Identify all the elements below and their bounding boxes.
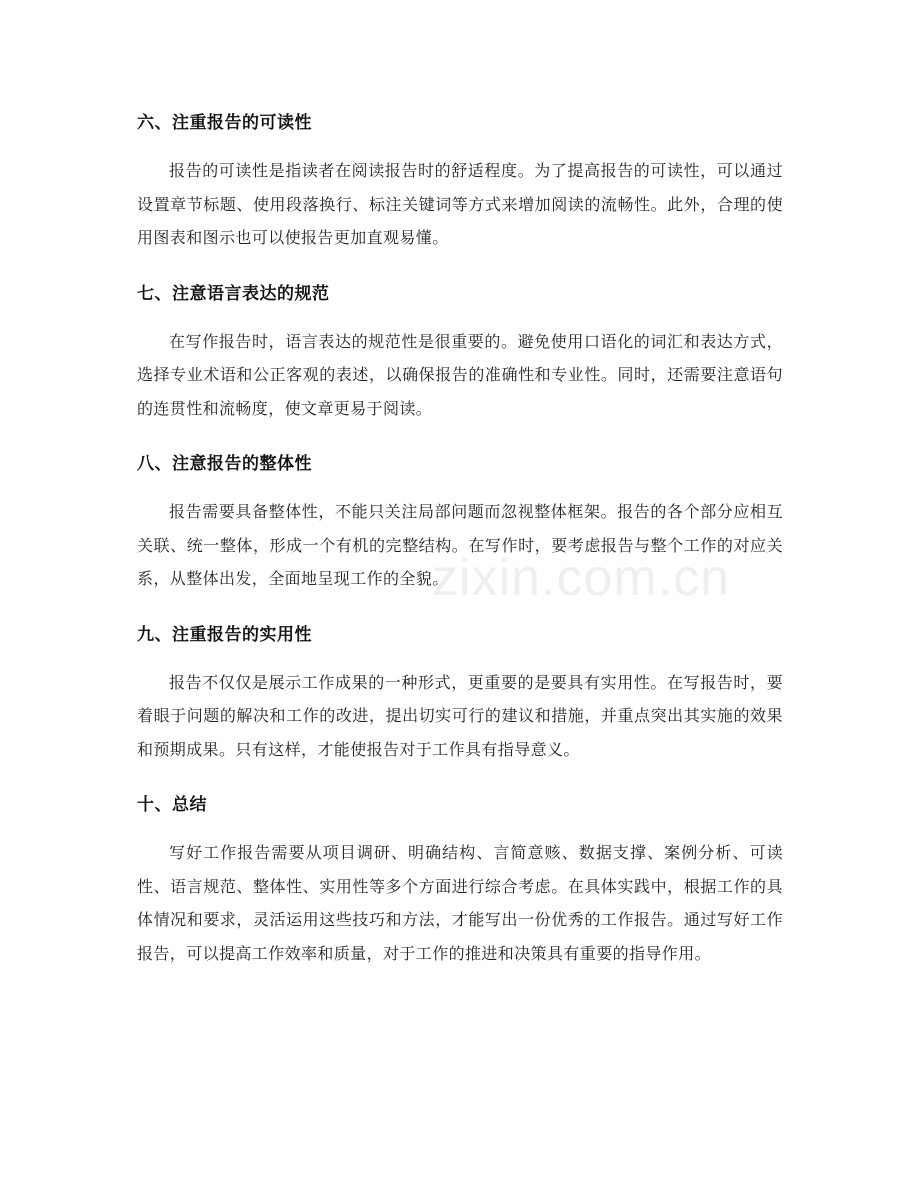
section-paragraph: 在写作报告时，语言表达的规范性是很重要的。避免使用口语化的词汇和表达方式，选择专业术语和公正客观的表述，以确保报告的准确性和专业性。同时，还需要注意语句的连贯性和流畅度，使文章更易于阅读。 bbox=[137, 331, 783, 418]
section-summary bbox=[137, 788, 783, 970]
section-heading: 六、注重报告的可读性 bbox=[137, 113, 312, 133]
section-integrity bbox=[137, 447, 783, 596]
section-readability bbox=[137, 106, 783, 255]
section-paragraph: 写好工作报告需要从项目调研、明确结构、言简意赅、数据支撑、案例分析、可读性、语言规范、整体性、实用性等多个方面进行综合考虑。在具体实践中，根据工作的具体情况和要求，灵活运用这些技巧和方法，才能写出一份优秀的工作报告。通过写好工作报告，可以提高工作效率和质量，对于工作的推进和决策具有重要的指导作用。 bbox=[137, 843, 783, 963]
watermark: zixin.com.cn bbox=[432, 549, 731, 607]
section-heading: 十、总结 bbox=[137, 795, 207, 815]
section-heading: 九、注重报告的实用性 bbox=[137, 624, 312, 645]
section-paragraph: 报告需要具备整体性，不能只关注局部问题而忽视整体框架。报告的各个部分应相互关联、统一整体，形成一个有机的完整结构。在写作时，要考虑报告与整个工作的对应关系，从整体出发，全面地呈现工作的全貌。 bbox=[137, 502, 783, 588]
document-page bbox=[137, 106, 783, 992]
section-practicality bbox=[137, 618, 783, 767]
section-heading: 八、注意报告的整体性 bbox=[137, 454, 312, 474]
section-paragraph: 报告的可读性是指读者在阅读报告时的舒适程度。为了提高报告的可读性，可以通过设置章节标题、使用段落换行、标注关键词等方式来增加阅读的流畅性。此外，合理的使用图表和图示也可以使报告更加直观易懂。 bbox=[137, 161, 783, 247]
section-paragraph: 报告不仅仅是展示工作成果的一种形式，更重要的是要具有实用性。在写报告时，要着眼于问题的解决和工作的改进，提出切实可行的建议和措施，并重点突出其实施的效果和预期成果。只有这样，才能使报告对于工作具有指导意义。 bbox=[137, 672, 783, 759]
section-heading: 七、注意语言表达的规范 bbox=[137, 283, 330, 304]
section-language bbox=[137, 277, 783, 426]
